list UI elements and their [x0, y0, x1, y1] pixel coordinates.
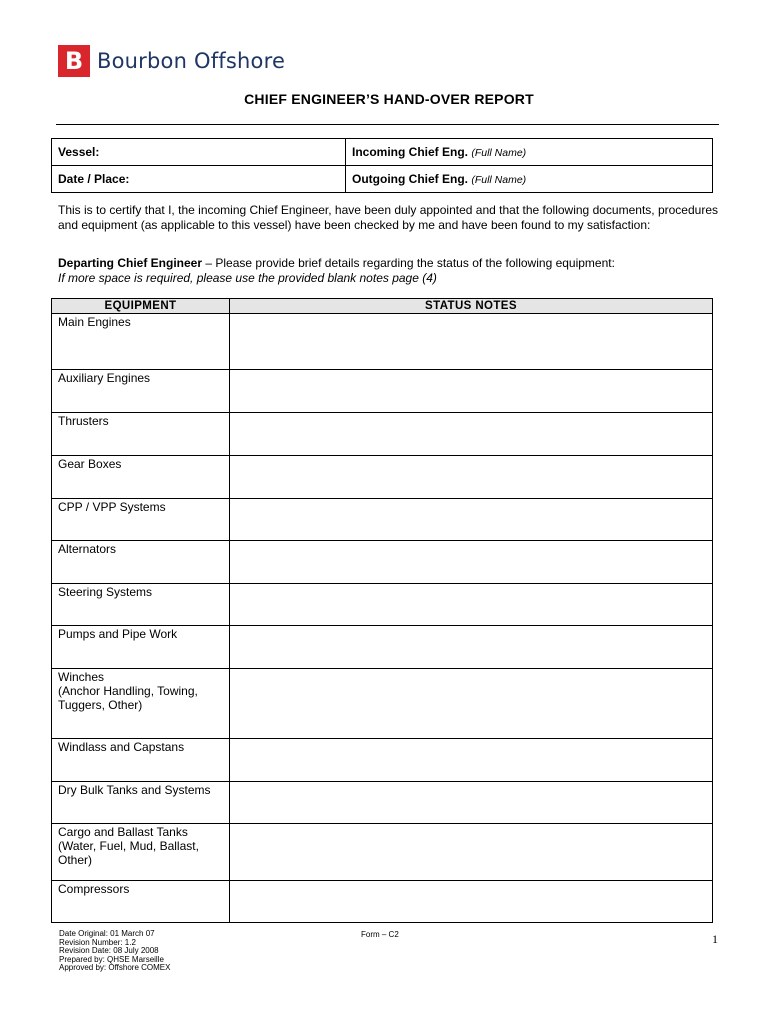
table-row: [52, 541, 713, 584]
incoming-chief-label: Incoming Chief Eng.: [352, 145, 468, 159]
date-original: Date Original: 01 March 07: [59, 929, 155, 938]
revision-number: Revision Number: 1.2: [59, 937, 136, 947]
info-row-date: [52, 166, 713, 193]
title-divider: [56, 124, 719, 125]
status-notes-field[interactable]: [230, 541, 713, 584]
company-logo: [58, 44, 285, 78]
status-notes-field[interactable]: [230, 881, 713, 923]
certification-text: This is to certify that I, the incoming Chief Engineer, have been duly appointed and that the following documents, procedures and equipment (as applicable to this vessel) have been checked by me and have been found to my satisfaction:: [58, 203, 718, 232]
logo-mark-icon: B: [58, 45, 90, 77]
table-row: [52, 314, 713, 370]
status-notes-field[interactable]: [230, 669, 713, 739]
equipment-name: Cargo and Ballast Tanks (Water, Fuel, Mud, Ballast, Other): [52, 824, 230, 881]
vessel-info-table: [51, 138, 713, 193]
table-row: [52, 626, 713, 669]
document-control-info: [59, 930, 170, 973]
table-row: [52, 739, 713, 782]
status-notes-field[interactable]: [230, 584, 713, 626]
incoming-chief-hint: (Full Name): [471, 147, 527, 159]
equipment-name: Winches (Anchor Handling, Towing, Tuggers, Other): [52, 669, 230, 739]
form-id: Form – C2: [361, 930, 399, 939]
equipment-name: Auxiliary Engines: [52, 370, 230, 413]
equipment-name: Dry Bulk Tanks and Systems: [52, 782, 230, 824]
equipment-name: Compressors: [52, 881, 230, 923]
instructions-note: If more space is required, please use the provided blank notes page (4): [58, 271, 437, 285]
page-number: 1: [712, 932, 718, 946]
table-row: [52, 881, 713, 923]
info-row-vessel: [52, 139, 713, 166]
equipment-table: [51, 298, 713, 923]
table-row: [52, 370, 713, 413]
equipment-name: Windlass and Capstans: [52, 739, 230, 782]
revision-date: Revision Date: 08 July 2008: [59, 946, 159, 955]
status-notes-field[interactable]: [230, 413, 713, 456]
table-row: [52, 456, 713, 499]
table-row: [52, 824, 713, 881]
table-row: [52, 782, 713, 824]
header-equipment: EQUIPMENT: [52, 299, 230, 314]
date-place-field[interactable]: [52, 166, 346, 193]
status-notes-field[interactable]: [230, 314, 713, 370]
equipment-name: CPP / VPP Systems: [52, 499, 230, 541]
equipment-name: Main Engines: [52, 314, 230, 370]
equipment-name: Steering Systems: [52, 584, 230, 626]
outgoing-chief-field[interactable]: [346, 166, 713, 193]
vessel-field[interactable]: [52, 139, 346, 166]
date-place-label: Date / Place:: [58, 172, 130, 186]
equipment-header-row: [52, 299, 713, 314]
status-notes-field[interactable]: [230, 499, 713, 541]
approved-by: Approved by: Offshore COMEX: [59, 963, 171, 972]
equipment-name: Pumps and Pipe Work: [52, 626, 230, 669]
logo-text: Bourbon Offshore: [97, 49, 286, 73]
prepared-by: Prepared by: QHSE Marseille: [59, 954, 164, 964]
status-notes-field[interactable]: [230, 782, 713, 824]
table-row: [52, 584, 713, 626]
instructions: [58, 256, 718, 286]
status-notes-field[interactable]: [230, 370, 713, 413]
header-status-notes: STATUS NOTES: [230, 299, 713, 314]
table-row: [52, 499, 713, 541]
instructions-lead: Departing Chief Engineer: [58, 256, 203, 270]
report-title: CHIEF ENGINEER’S HAND-OVER REPORT: [244, 91, 534, 107]
status-notes-field[interactable]: [230, 739, 713, 782]
instructions-text: – Please provide brief details regarding the status of the following equipment:: [202, 256, 615, 270]
incoming-chief-field[interactable]: [346, 139, 713, 166]
equipment-name: Alternators: [52, 541, 230, 584]
vessel-label: Vessel:: [58, 145, 100, 159]
outgoing-chief-hint: (Full Name): [471, 174, 527, 186]
table-row: [52, 413, 713, 456]
table-row: [52, 669, 713, 739]
status-notes-field[interactable]: [230, 456, 713, 499]
status-notes-field[interactable]: [230, 626, 713, 669]
equipment-name: Gear Boxes: [52, 456, 230, 499]
outgoing-chief-label: Outgoing Chief Eng.: [352, 172, 468, 186]
status-notes-field[interactable]: [230, 824, 713, 881]
equipment-name: Thrusters: [52, 413, 230, 456]
